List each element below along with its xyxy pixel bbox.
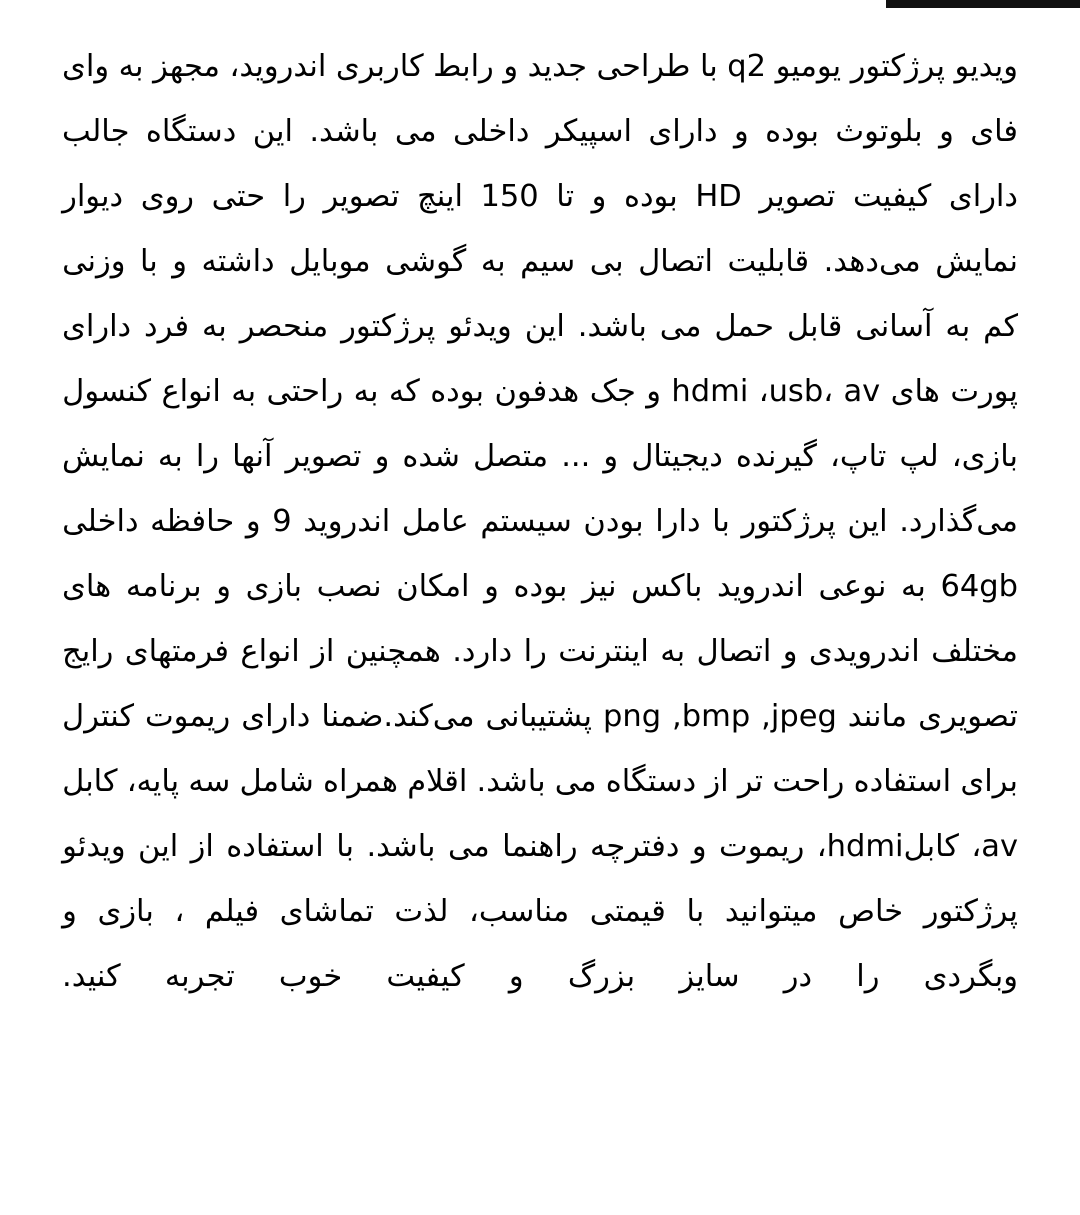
text-word: فرد — [144, 309, 190, 344]
text-line — [62, 554, 1018, 619]
text-word: وای — [62, 49, 110, 84]
text-word: به — [118, 49, 144, 84]
text-word: لپ — [899, 439, 939, 474]
text-word: می‌گذارد. — [899, 504, 1018, 539]
text-word: کم — [983, 309, 1018, 344]
text-word: استفاده — [853, 764, 952, 799]
text-word: به — [231, 374, 257, 409]
text-word: و — [216, 569, 232, 604]
text-line — [62, 294, 1018, 359]
text-word: بی — [589, 244, 624, 279]
text-word: با — [712, 504, 730, 539]
text-word: روی — [140, 179, 195, 214]
text-word: نصب — [316, 569, 382, 604]
text-line — [62, 229, 1018, 294]
text-word: جالب — [62, 114, 130, 149]
text-word: این — [138, 829, 179, 864]
text-word: بوده — [765, 114, 819, 149]
text-word: bmp, — [672, 699, 751, 734]
text-word: کابل — [62, 764, 118, 799]
text-word: مانند — [847, 699, 908, 734]
text-word: و — [646, 374, 661, 409]
text-word: دارای — [241, 699, 311, 734]
text-word: نوعی — [818, 569, 887, 604]
text-word: به — [353, 374, 379, 409]
text-word: گوشی — [385, 244, 467, 279]
text-word: جک — [589, 374, 636, 409]
text-word: و — [245, 504, 261, 539]
text-word: به — [201, 309, 227, 344]
text-word: میتوانید — [724, 894, 818, 929]
text-word: و — [733, 114, 749, 149]
text-word: باشد. — [577, 309, 647, 344]
text-word: حتی — [211, 179, 266, 214]
text-word: کیفیت — [852, 179, 932, 214]
text-word: پرژکتور — [741, 504, 836, 539]
text-line — [62, 164, 1018, 229]
text-word: انواع — [161, 374, 221, 409]
text-word: تصویر — [759, 179, 836, 214]
text-word: ویدیو — [954, 49, 1018, 84]
text-word: پایه، — [126, 764, 180, 799]
text-word: بلوتوث — [835, 114, 923, 149]
text-word: برای — [960, 764, 1018, 799]
text-word: قابل — [786, 309, 843, 344]
text-word: اقلام — [407, 764, 468, 799]
text-line — [62, 814, 1018, 879]
text-word: بازی — [97, 894, 154, 929]
text-word: انواع — [240, 634, 300, 669]
text-word: نمایش — [62, 439, 145, 474]
text-word: دارد. — [452, 634, 513, 669]
text-word: آنها — [232, 439, 273, 474]
text-word: هدفون — [494, 374, 580, 409]
text-word: فیلم — [204, 894, 260, 929]
text-line — [62, 879, 1018, 944]
text-word: و — [691, 829, 707, 864]
text-word: 64gb — [940, 569, 1018, 604]
text-word: دارای — [62, 309, 132, 344]
text-word: آسانی — [855, 309, 933, 344]
text-line — [62, 749, 1018, 814]
text-word: و — [503, 49, 519, 84]
text-word: تماشای — [279, 894, 374, 929]
text-word: پورت — [950, 374, 1018, 409]
text-word: فای — [970, 114, 1018, 149]
text-word: اتصال — [696, 634, 772, 669]
text-word: و — [591, 179, 607, 214]
text-word: ، — [174, 894, 185, 929]
text-word: با — [686, 894, 705, 929]
text-word: همچنین — [345, 634, 441, 669]
text-word: اندروید، — [229, 49, 327, 84]
text-word: q2 — [727, 49, 767, 84]
text-word: دارا — [655, 504, 701, 539]
text-word: تصویری — [918, 699, 1018, 734]
text-line — [62, 619, 1018, 684]
text-word: png — [603, 699, 662, 734]
text-word: و — [172, 244, 187, 279]
text-word: بازی — [245, 569, 303, 604]
text-word: کنترل — [62, 699, 134, 734]
text-word: سه — [188, 764, 231, 799]
text-word: اینچ — [417, 179, 463, 214]
text-word: با — [139, 244, 158, 279]
text-line — [62, 359, 1018, 424]
text-word: داشته — [201, 244, 275, 279]
text-word: منحصر — [239, 309, 329, 344]
text-word: راحت — [772, 764, 845, 799]
text-word: را — [282, 179, 306, 214]
text-word: کنسول — [62, 374, 152, 409]
text-word: بوده — [430, 374, 485, 409]
text-word: را — [195, 439, 220, 474]
text-word: بازی، — [951, 439, 1018, 474]
text-word: راهنما — [502, 829, 578, 864]
text-word: مختلف — [931, 634, 1018, 669]
text-word: عامل — [401, 504, 469, 539]
text-line — [62, 684, 1018, 749]
text-word: می‌کند.ضمنا — [321, 699, 475, 734]
text-word: و — [484, 569, 499, 604]
text-word: پرژکتور — [923, 894, 1018, 929]
text-word: av — [843, 374, 881, 409]
text-word: نمایش — [935, 244, 1018, 279]
text-word: از — [190, 829, 214, 864]
text-word: گیرنده — [735, 439, 817, 474]
text-word: باکس — [631, 569, 703, 604]
text-word: بوده — [623, 179, 678, 214]
text-word: به — [480, 244, 506, 279]
text-line — [62, 99, 1018, 164]
text-word: برنامه — [125, 569, 202, 604]
text-word: تصویر — [323, 179, 400, 214]
text-word: را — [523, 634, 547, 669]
text-word: ،usb، — [758, 374, 834, 409]
text-word: قابلیت — [727, 244, 810, 279]
text-word: از — [705, 764, 729, 799]
text-word: فرمتهای — [124, 634, 229, 669]
text-word: ... — [561, 439, 591, 474]
text-word: دفترچه — [590, 829, 680, 864]
text-word: می — [447, 829, 490, 864]
text-word: اندرویدی — [808, 634, 920, 669]
text-word: و — [374, 439, 390, 474]
text-word: دارای — [948, 179, 1018, 214]
text-word: که — [388, 374, 420, 409]
text-word: با — [699, 49, 718, 84]
text-word: مناسب، — [469, 894, 570, 929]
text-word: تصویر — [285, 439, 362, 474]
text-word: پرژکتور — [341, 309, 436, 344]
text-word: این — [847, 504, 888, 539]
text-word: دارای — [648, 114, 718, 149]
text-word: می — [394, 114, 437, 149]
text-word: می — [659, 309, 702, 344]
text-word: دیجیتال — [631, 439, 723, 474]
text-word: 9 — [272, 504, 292, 539]
text-word: این — [524, 309, 565, 344]
text-word: نیز — [581, 569, 617, 604]
text-word: به — [945, 309, 971, 344]
text-word: همراه — [323, 764, 398, 799]
text-word: استفاده — [226, 829, 324, 864]
text-word: شامل — [239, 764, 314, 799]
text-line — [62, 489, 1018, 554]
text-line: وبگردی را در سایز بزرگ و کیفیت خوب تجربه کنید. — [62, 959, 1018, 994]
text-word: باشد. — [476, 764, 546, 799]
text-word: کاربری — [335, 49, 424, 84]
text-word: خاص — [838, 894, 904, 929]
text-word: داخلی — [453, 114, 530, 149]
text-word: av، — [971, 829, 1018, 864]
text-word: تر — [737, 764, 764, 799]
text-word: اتصال — [638, 244, 713, 279]
text-word: با — [336, 829, 355, 864]
text-word: داخلی — [62, 504, 139, 539]
text-word: وزنی — [62, 244, 126, 279]
text-word: و — [939, 114, 954, 149]
text-word: موبایل — [289, 244, 371, 279]
text-word: می‌دهد. — [823, 244, 921, 279]
text-word: بوده — [513, 569, 568, 604]
text-word: می — [554, 764, 597, 799]
text-word: دیوار — [62, 179, 124, 214]
text-word: ویدئو — [448, 309, 512, 344]
text-word: رابط — [433, 49, 494, 84]
text-word: و — [603, 439, 619, 474]
text-word: و — [782, 634, 798, 669]
text-word: به — [157, 439, 183, 474]
text-word: اندروید — [716, 569, 804, 604]
text-word: های — [62, 569, 112, 604]
text-word: سیستم — [480, 504, 572, 539]
text-word: متصل — [473, 439, 549, 474]
text-word: اینترنت — [558, 634, 649, 669]
text-word: های — [890, 374, 940, 409]
text-word: تا — [556, 179, 575, 214]
text-word: پشتیبانی — [485, 699, 593, 734]
text-word: از — [311, 634, 335, 669]
text-word: سیم — [520, 244, 576, 279]
text-word: ویدئو — [62, 829, 126, 864]
text-word: لذت — [394, 894, 449, 929]
text-word: راحتی — [266, 374, 344, 409]
text-word: رایج — [62, 634, 114, 669]
text-word: دستگاه — [145, 114, 237, 149]
text-word: باشد. — [309, 114, 379, 149]
text-word: اندروید — [303, 504, 391, 539]
text-word: شده — [402, 439, 460, 474]
text-line — [62, 34, 1018, 99]
text-word: این — [252, 114, 293, 149]
text-word: HD — [695, 179, 742, 214]
text-word: jpeg, — [761, 699, 837, 734]
text-word: ریموت — [144, 699, 231, 734]
text-word: پرژکتور — [850, 49, 945, 84]
text-word: ریموت — [719, 829, 805, 864]
text-word: اسپیکر — [545, 114, 632, 149]
text-line — [62, 424, 1018, 489]
text-word: کابلhdmi، — [816, 829, 959, 864]
text-word: جدید — [527, 49, 587, 84]
text-word: تاپ، — [830, 439, 887, 474]
text-word: به — [660, 634, 686, 669]
text-word: به — [901, 569, 926, 604]
text-word: امکان — [396, 569, 470, 604]
text-word: مجهز — [153, 49, 220, 84]
text-word: یومیو — [775, 49, 842, 84]
text-word: دستگاه — [605, 764, 697, 799]
text-word: حافظه — [150, 504, 235, 539]
text-word: طراحی — [596, 49, 691, 84]
text-word: 150 — [480, 179, 539, 214]
text-word: و — [62, 894, 77, 929]
text-word: حمل — [714, 309, 774, 344]
text-word: باشد. — [366, 829, 436, 864]
product-description-text — [62, 34, 1018, 1009]
text-word: بودن — [583, 504, 644, 539]
text-word: قیمتی — [589, 894, 666, 929]
text-word: hdmi — [671, 374, 749, 409]
